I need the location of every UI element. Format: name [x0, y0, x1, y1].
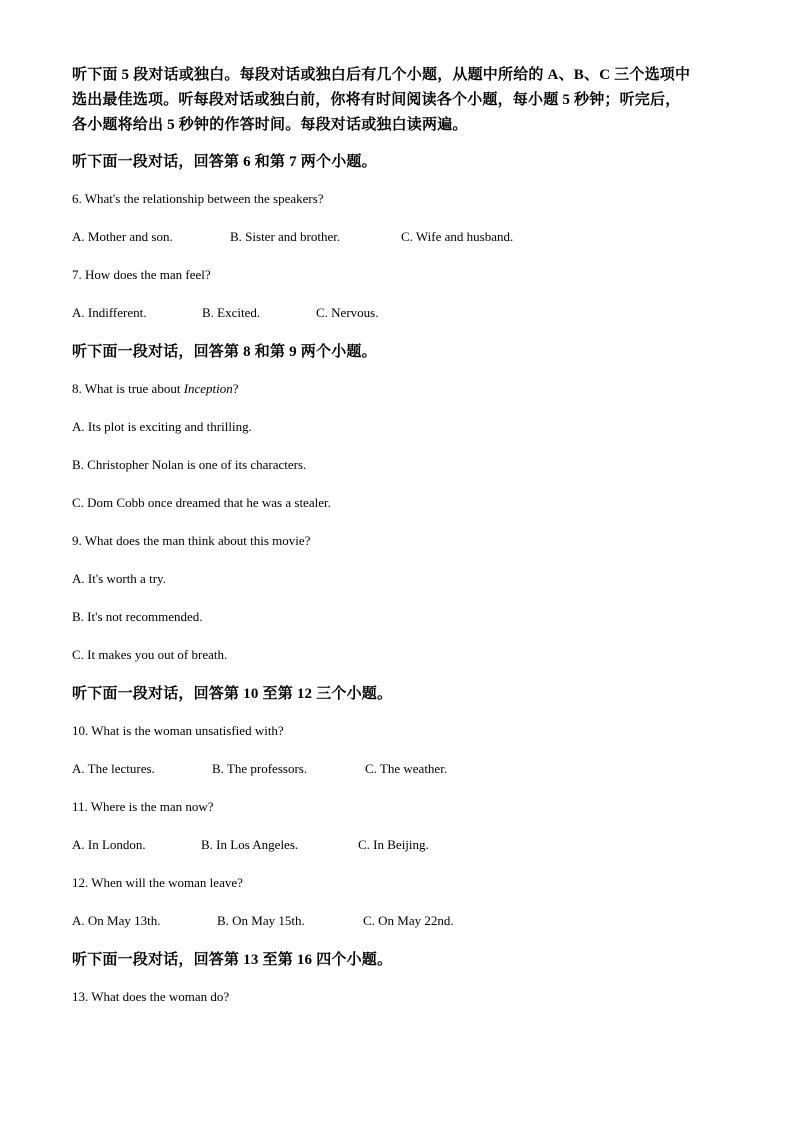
question-stem: 10. What is the woman unsatisfied with? [72, 723, 284, 738]
options-row [72, 305, 378, 321]
instructions-line-1: 听下面 5 段对话或独白。每段对话或独白后有几个小题，从题中所给的 A、B、C 三个选项中 [72, 67, 691, 83]
option-c: C. On May 22nd. [363, 913, 454, 928]
option-b: B. Christopher Nolan is one of its characters. [72, 457, 307, 472]
section-heading: 听下面一段对话，回答第 13 至第 16 四个小题。 [72, 952, 393, 968]
option-b: B. In Los Angeles. [201, 837, 299, 852]
option-c: C. It makes you out of breath. [72, 647, 228, 662]
section-heading: 听下面一段对话，回答第 10 至第 12 三个小题。 [72, 686, 393, 702]
option-b: B. It's not recommended. [72, 609, 203, 624]
option-a: A. Mother and son. [72, 229, 173, 244]
option-a: A. The lectures. [72, 761, 155, 776]
question-stem: 13. What does the woman do? [72, 989, 230, 1004]
stem-text: ? [232, 381, 239, 396]
option-c: C. In Beijing. [358, 837, 429, 852]
option-a: A. It's worth a try. [72, 571, 166, 586]
instructions-line-2: 选出最佳选项。听每段对话或独白前，你将有时间阅读各个小题，每小题 5 秒钟；听完后， [72, 92, 681, 108]
movie-title: Inception [183, 381, 233, 396]
stem-text: 8. What is true about [72, 381, 184, 396]
option-c: C. Nervous. [316, 305, 379, 320]
section-heading: 听下面一段对话，回答第 6 和第 7 两个小题。 [72, 154, 377, 170]
options-row [72, 837, 429, 853]
option-b: B. The professors. [212, 761, 308, 776]
option-a: A. In London. [72, 837, 146, 852]
option-c: C. The weather. [365, 761, 448, 776]
option-b: B. Sister and brother. [230, 229, 341, 244]
option-c: C. Dom Cobb once dreamed that he was a stealer. [72, 495, 331, 510]
option-a: A. Its plot is exciting and thrilling. [72, 419, 252, 434]
option-c: C. Wife and husband. [401, 229, 514, 244]
option-a: A. Indifferent. [72, 305, 147, 320]
question-stem: 11. Where is the man now? [72, 799, 214, 814]
option-a: A. On May 13th. [72, 913, 161, 928]
option-b: B. Excited. [202, 305, 261, 320]
question-stem: 12. When will the woman leave? [72, 875, 243, 890]
question-stem: 7. How does the man feel? [72, 267, 211, 282]
options-row [72, 229, 513, 245]
option-b: B. On May 15th. [217, 913, 305, 928]
instructions-line-3: 各小题将给出 5 秒钟的作答时间。每段对话或独白读两遍。 [72, 117, 468, 133]
options-row [72, 761, 447, 777]
section-heading: 听下面一段对话，回答第 8 和第 9 两个小题。 [72, 344, 377, 360]
question-stem [72, 381, 239, 397]
question-stem: 6. What's the relationship between the speakers? [72, 191, 324, 206]
question-stem: 9. What does the man think about this movie? [72, 533, 311, 548]
options-row [72, 913, 454, 929]
